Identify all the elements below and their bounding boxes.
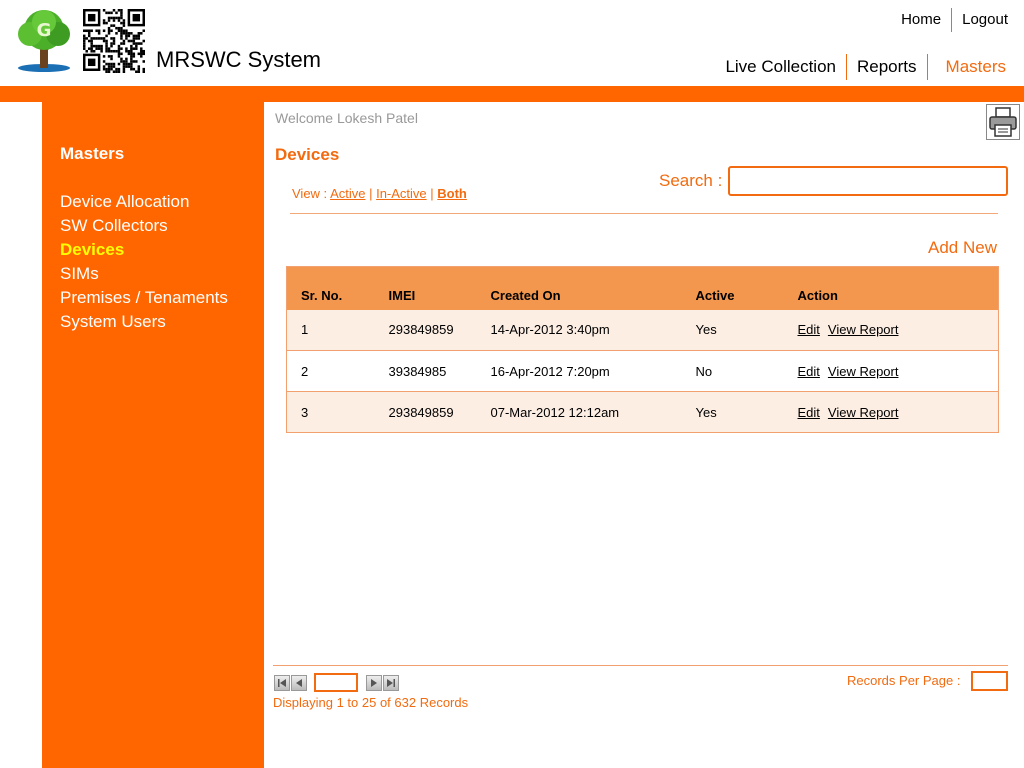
filter-active-link[interactable]: Active <box>330 186 366 201</box>
sidebar-item-premises[interactable]: Premises / Tenaments <box>60 288 228 307</box>
view-label: View : <box>292 186 331 201</box>
pager <box>274 673 400 692</box>
sidebar-heading: Masters <box>60 144 125 163</box>
first-page-icon[interactable] <box>274 675 290 691</box>
edit-link[interactable]: Edit <box>797 404 820 420</box>
search-input[interactable] <box>728 166 1008 196</box>
sidebar-menu <box>60 190 228 334</box>
sidebar-item-device-allocation[interactable]: Device Allocation <box>60 192 190 211</box>
top-links <box>891 8 1008 32</box>
edit-link[interactable]: Edit <box>797 322 820 338</box>
filter-inactive-link[interactable]: In-Active <box>376 186 427 201</box>
table-row <box>287 310 999 351</box>
devices-table <box>286 266 999 433</box>
cell-imei: 39384985 <box>389 351 491 392</box>
view-report-link[interactable]: View Report <box>827 404 899 420</box>
sidebar-item-system-users[interactable]: System Users <box>60 312 166 331</box>
welcome-text: Welcome Lokesh Patel <box>275 110 418 126</box>
divider <box>290 213 998 214</box>
cell-created: 16-Apr-2012 7:20pm <box>491 351 696 392</box>
sidebar-item-sims[interactable]: SIMs <box>60 264 99 283</box>
sidebar <box>42 102 264 768</box>
records-per-page-input[interactable] <box>971 671 1008 691</box>
tree-logo-icon <box>14 8 74 74</box>
add-new-link[interactable]: Add New <box>928 238 997 257</box>
col-header-active: Active <box>696 267 798 310</box>
main-nav <box>715 54 1006 80</box>
printer-icon[interactable] <box>986 104 1020 140</box>
col-header-imei: IMEI <box>389 267 491 310</box>
cell-active: Yes <box>696 310 798 351</box>
next-page-icon[interactable] <box>366 675 382 691</box>
page-number-input[interactable] <box>314 673 358 692</box>
view-report-link[interactable]: View Report <box>827 363 899 379</box>
page-title: Devices <box>275 145 340 164</box>
col-header-action: Action <box>798 267 999 310</box>
cell-active: No <box>696 351 798 392</box>
cell-action <box>798 351 999 392</box>
qr-code-icon <box>83 9 145 73</box>
col-header-created-on: Created On <box>491 267 696 310</box>
cell-created: 07-Mar-2012 12:12am <box>491 392 696 433</box>
search-label: Search : <box>659 171 723 190</box>
view-report-link[interactable]: View Report <box>827 322 899 338</box>
prev-page-icon[interactable] <box>291 675 307 691</box>
col-header-sr-no: Sr. No. <box>287 267 389 310</box>
divider <box>273 665 1008 666</box>
view-filter: View : Active | In-Active | Both <box>292 186 467 201</box>
cell-action <box>798 310 999 351</box>
home-link[interactable]: Home <box>901 11 942 28</box>
table-header-row <box>287 267 999 310</box>
cell-imei: 293849859 <box>389 310 491 351</box>
cell-sr: 3 <box>287 392 389 433</box>
cell-sr: 2 <box>287 351 389 392</box>
cell-action <box>798 392 999 433</box>
cell-imei: 293849859 <box>389 392 491 433</box>
nav-reports[interactable]: Reports <box>857 57 917 76</box>
last-page-icon[interactable] <box>383 675 399 691</box>
table-row <box>287 351 999 392</box>
table-row <box>287 392 999 433</box>
sidebar-item-devices[interactable]: Devices <box>60 240 125 259</box>
cell-created: 14-Apr-2012 3:40pm <box>491 310 696 351</box>
svg-text:G: G <box>36 20 52 41</box>
logout-link[interactable]: Logout <box>962 11 1008 28</box>
sidebar-item-sw-collectors[interactable]: SW Collectors <box>60 216 168 235</box>
app-title: MRSWC System <box>156 47 321 72</box>
edit-link[interactable]: Edit <box>797 363 820 379</box>
nav-live-collection[interactable]: Live Collection <box>725 57 836 76</box>
header-bar <box>0 86 1024 102</box>
cell-sr: 1 <box>287 310 389 351</box>
records-per-page-label: Records Per Page : <box>847 673 961 688</box>
nav-masters[interactable]: Masters <box>945 57 1006 76</box>
pager-info: Displaying 1 to 25 of 632 Records <box>273 695 469 710</box>
cell-active: Yes <box>696 392 798 433</box>
filter-both-link[interactable]: Both <box>437 186 467 201</box>
